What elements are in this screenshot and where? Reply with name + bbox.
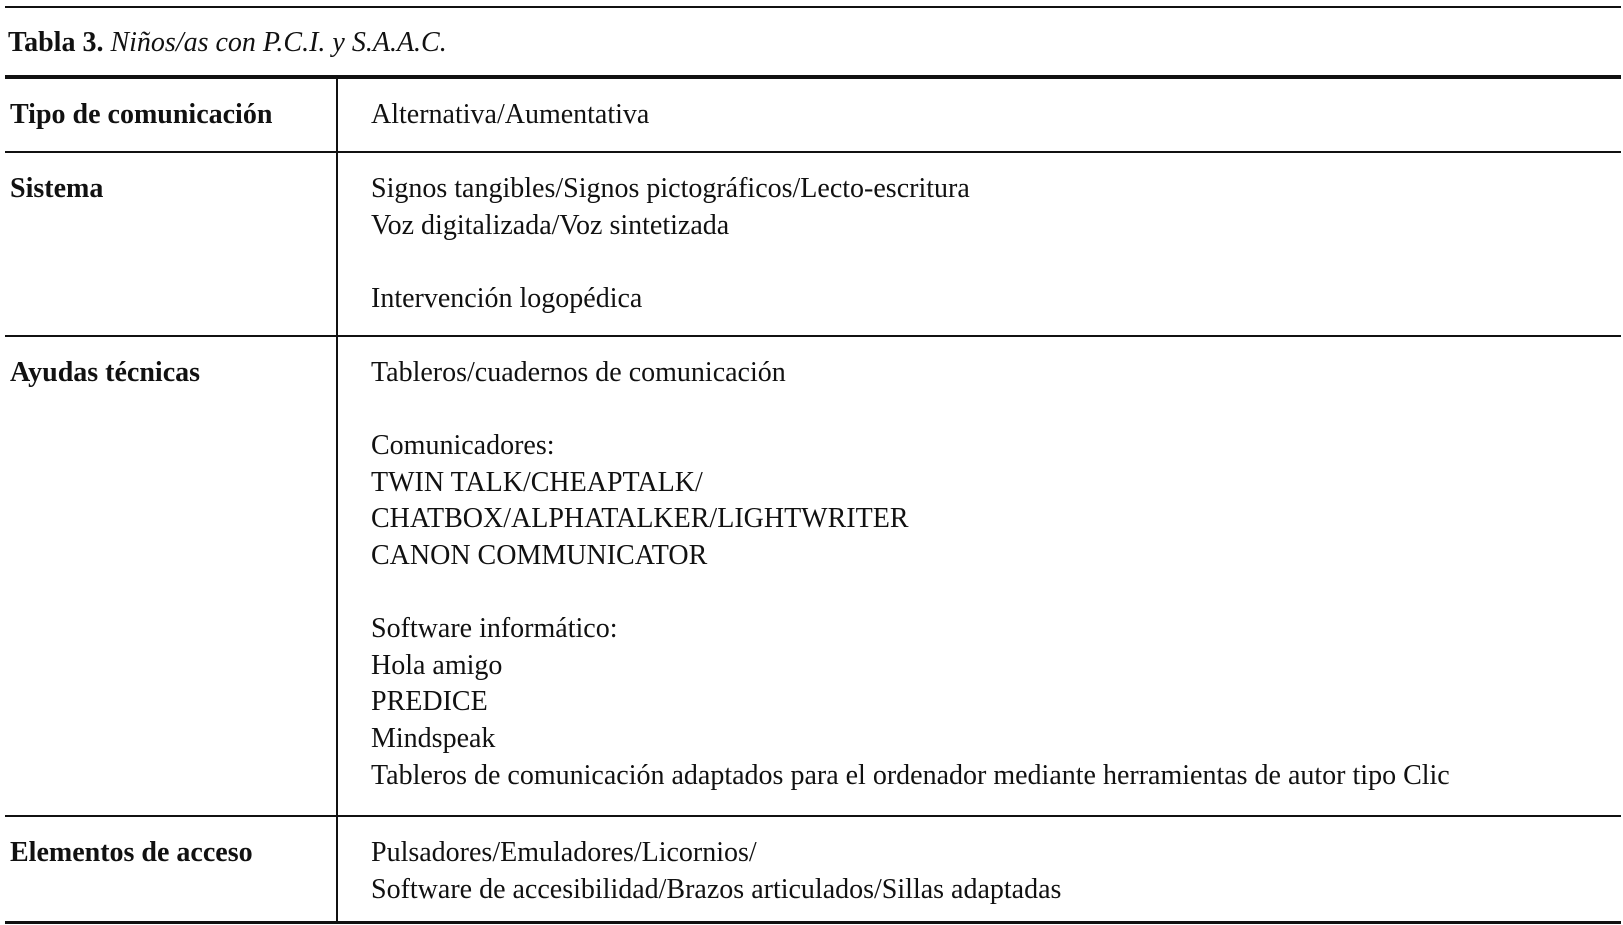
row-body-sistema <box>371 171 970 317</box>
cell-line-blank <box>371 575 1450 612</box>
cell-line: Pulsadores/Emuladores/Licornios/ <box>371 837 757 868</box>
cell-line-blank <box>371 244 970 281</box>
cell-line: Tableros/cuadernos de comunicación <box>371 357 786 388</box>
cell-line: Voz digitalizada/Voz sintetizada <box>371 209 730 241</box>
cell-line: Mindspeak <box>371 722 496 754</box>
table-bottom-rule <box>5 921 1621 924</box>
row-header-sistema: Sistema <box>10 173 104 204</box>
row-body-ayudas <box>371 355 1450 794</box>
cell-line: Software informático: <box>371 613 618 645</box>
caption-rule <box>5 75 1621 79</box>
cell-line: TWIN TALK/CHEAPTALK/ <box>371 466 703 498</box>
column-divider <box>336 79 338 921</box>
cell-line: Alternativa/Aumentativa <box>371 99 650 130</box>
table-caption-label: Tabla 3. <box>8 27 104 58</box>
cell-line: CHATBOX/ALPHATALKER/LIGHTWRITER <box>371 503 909 535</box>
cell-line: Hola amigo <box>371 649 503 681</box>
row-body-elementos <box>371 835 1061 908</box>
cell-line: PREDICE <box>371 686 488 718</box>
cell-line: Comunicadores: <box>371 430 555 462</box>
row-header-ayudas: Ayudas técnicas <box>10 357 201 388</box>
table-caption <box>8 26 447 60</box>
cell-line: Tableros de comunicación adaptados para el ordenador mediante herramientas de autor tipo Clic <box>371 759 1450 791</box>
row-body-tipo <box>371 97 649 134</box>
cell-line: CANON COMMUNICATOR <box>371 539 708 571</box>
row-header-elementos: Elementos de acceso <box>10 837 253 868</box>
row-divider <box>5 815 1621 817</box>
cell-line: Software de accesibilidad/Brazos articulados/Sillas adaptadas <box>371 873 1062 905</box>
row-divider <box>5 335 1621 337</box>
table-top-rule <box>5 6 1621 8</box>
cell-line-blank <box>371 392 1450 429</box>
cell-line: Intervención logopédica <box>371 282 643 314</box>
table-caption-title: Niños/as con P.C.I. y S.A.A.C. <box>110 27 447 58</box>
row-header-tipo: Tipo de comunicación <box>10 99 273 130</box>
cell-line: Signos tangibles/Signos pictográficos/Lecto-escritura <box>371 173 970 204</box>
row-divider <box>5 151 1621 153</box>
